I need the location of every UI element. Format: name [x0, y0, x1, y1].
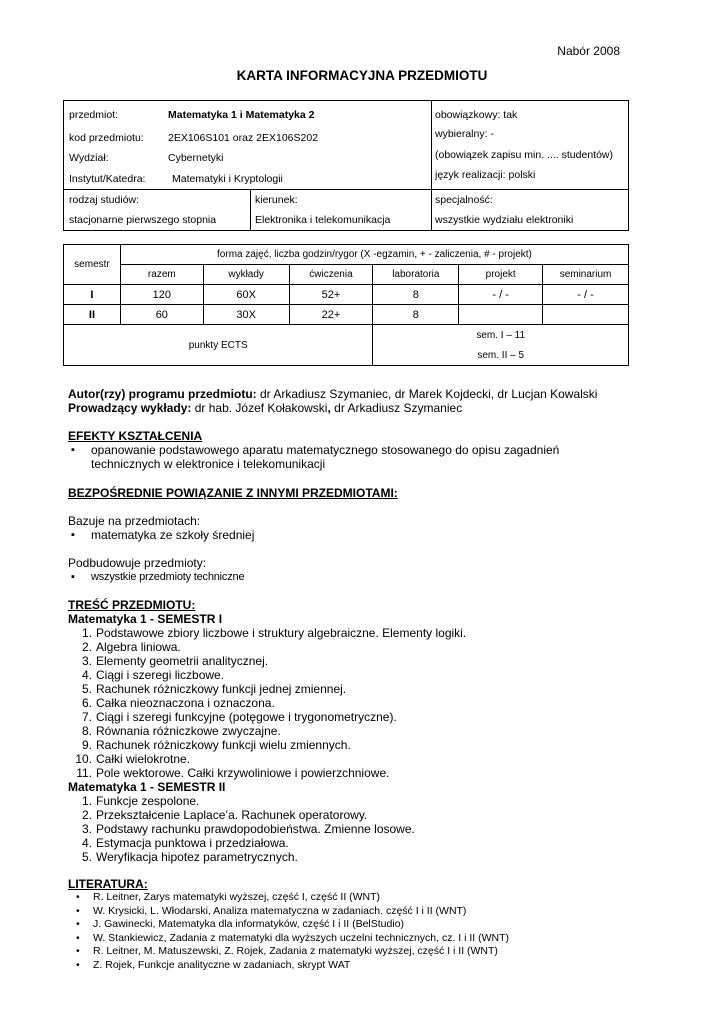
institute-label: Instytut/Katedra: [69, 173, 146, 185]
topic-text: Podstawy rachunku prawdopodobieństwa. Zmienne losowe. [96, 822, 415, 836]
course-code-label: kod przedmiotu: [69, 132, 144, 144]
topic-text: Podstawowe zbiory liczbowe i struktury algebraiczne. Elementy logiki. [96, 626, 467, 640]
topic-text: Algebra liniowa. [96, 640, 181, 654]
lecturers-label: Prowadzący wykłady: [68, 401, 192, 415]
lecturer-1: dr hab. Józef Kołakowski [191, 401, 328, 415]
topic-item [68, 682, 678, 696]
topic-item [68, 836, 678, 850]
semester-2-topics [68, 794, 678, 864]
literature-item: • W. Krysicki, L. Włodarski, Analiza matematyczna w zadaniach. część I i II (WNT) [68, 905, 688, 919]
specialization-label: specjalność: [435, 194, 493, 206]
table-cell: 22+ [289, 305, 373, 325]
semester-1-title: Matematyka 1 - SEMESTR I [68, 612, 223, 626]
literature-item: • W. Stankiewicz, Zadania z matematyki dla wyższych uczelni technicznych, cz. I i II (WNT) [68, 932, 688, 946]
topic-text: Rachunek różniczkowy funkcji jednej zmiennej. [96, 682, 347, 696]
topic-text: Ciągi i szeregi liczbowe. [96, 668, 225, 682]
topic-item [68, 724, 678, 738]
enrollment-year: Nabór 2008 [557, 44, 620, 58]
topic-number: 2. [81, 640, 92, 654]
semester-cell: I [64, 285, 121, 305]
literature-item: • Z. Rojek, Funkcje analityczne w zadaniach, skrypt WAT [68, 959, 688, 973]
topic-item [68, 738, 678, 752]
topic-item [68, 850, 678, 864]
topic-number: 4. [81, 836, 92, 850]
semester-header: semestr [64, 245, 121, 285]
authors-block [68, 387, 668, 415]
institute-value: Matematyki i Kryptologii [172, 173, 283, 185]
study-type-value: stacjonarne pierwszego stopnia [69, 214, 217, 226]
table-cell: 30X [203, 305, 289, 325]
topic-number: 1. [81, 626, 92, 640]
column-header: seminarium [543, 265, 629, 285]
literature-heading: LITERATURA: [68, 877, 148, 891]
topic-number: 9. [81, 738, 92, 752]
topic-item [68, 668, 678, 682]
list-item: ▪ matematyka ze szkoły średniej [68, 528, 678, 542]
list-item: ▪ opanowanie podstawowego aparatu matematycznego stosowanego do opisu zagadnień technicznych w elektronice i telekomunikacji [68, 443, 678, 471]
topic-number: 5. [81, 682, 92, 696]
literature-item: • J. Gawinecki, Matematyka dla informatyków, część I i II (BelStudio) [68, 918, 688, 932]
page-title: KARTA INFORMACYJNA PRZEDMIOTU [236, 68, 488, 83]
topic-number: 11. [76, 766, 92, 780]
table-cell: 8 [373, 285, 459, 305]
table-cell: - / - [543, 285, 629, 305]
table-cell: 8 [373, 305, 459, 325]
topic-number: 5. [81, 850, 92, 864]
topic-number: 3. [81, 822, 92, 836]
column-header: razem [120, 265, 203, 285]
topic-item [68, 808, 678, 822]
hours-table [63, 244, 629, 366]
field-of-study-value: Elektronika i telekomunikacja [255, 214, 391, 226]
topic-text: Rachunek różniczkowy funkcji wielu zmiennych. [96, 738, 351, 752]
subject-label: przedmiot: [69, 109, 119, 121]
table-cell [459, 305, 543, 325]
list-item: ▪ wszystkie przedmioty techniczne [68, 570, 678, 584]
course-info-box [63, 100, 629, 231]
related-courses-section [68, 486, 678, 584]
topic-text: Funkcje zespolone. [96, 794, 200, 808]
learning-outcomes-heading: EFEKTY KSZTAŁCENIA [68, 429, 203, 443]
ects-sem1: sem. I – 11 [373, 325, 629, 346]
topic-item [68, 696, 678, 710]
mandatory-field: obowiązkowy: tak [435, 109, 518, 121]
topic-number: 2. [81, 808, 92, 822]
based-on-label: Bazuje na przedmiotach: [68, 514, 201, 528]
topic-text: Całki wielokrotne. [96, 752, 191, 766]
topic-number: 7. [81, 710, 92, 724]
column-header: wykłady [203, 265, 289, 285]
topic-item [68, 822, 678, 836]
literature-item: • R. Leitner, Zarys matematyki wyższej, część I, część II (WNT) [68, 891, 688, 905]
topic-text: Weryfikacja hipotez parametrycznych. [96, 850, 298, 864]
topic-number: 1. [81, 794, 92, 808]
column-header: projekt [459, 265, 543, 285]
elective-field: wybieralny: - [435, 128, 494, 140]
course-content-heading: TREŚĆ PRZEDMIOTU: [68, 598, 196, 612]
subject-value: Matematyka 1 i Matematyka 2 [168, 109, 315, 121]
table-cell [543, 305, 629, 325]
topic-number: 8. [81, 724, 92, 738]
field-of-study-label: kierunek: [255, 194, 298, 206]
table-row [64, 305, 629, 325]
faculty-value: Cybernetyki [168, 152, 224, 164]
specialization-value: wszystkie wydziału elektroniki [435, 214, 574, 226]
topic-text: Całka nieoznaczona i oznaczona. [96, 696, 275, 710]
topic-number: 6. [81, 696, 92, 710]
table-cell: 60X [203, 285, 289, 305]
topic-text: Elementy geometrii analitycznej. [96, 654, 269, 668]
literature-item: • R. Leitner, M. Matuszewski, Z. Rojek, Zadania z matematyki wyższej, część I i II (WNT) [68, 945, 688, 959]
prerequisite-for-label: Podbudowuje przedmioty: [68, 556, 207, 570]
study-type-label: rodzaj studiów: [69, 194, 140, 206]
course-content-section [68, 598, 678, 864]
lecturers-separator: , [327, 401, 331, 415]
semester-1-topics [68, 626, 678, 780]
authors-label: Autor(rzy) programu przedmiotu: [68, 387, 257, 401]
topic-text: Ciągi i szeregi funkcyjne (potęgowe i trygonometryczne). [96, 710, 397, 724]
topic-number: 3. [81, 654, 92, 668]
table-cell: 120 [120, 285, 203, 305]
topic-number: 4. [81, 668, 92, 682]
ects-label: punkty ECTS [64, 325, 373, 366]
column-header: ćwiczenia [289, 265, 373, 285]
topic-item [68, 752, 678, 766]
table-cell: 52+ [289, 285, 373, 305]
topic-item [68, 654, 678, 668]
authors-value: dr Arkadiusz Szymaniec, dr Marek Kojdecki, dr Lucjan Kowalski [256, 387, 598, 401]
topic-item [68, 794, 678, 808]
learning-outcomes-section [68, 429, 678, 471]
related-courses-heading: BEZPOŚREDNIE POWIĄZANIE Z INNYMI PRZEDMIOTAMI: [68, 486, 398, 500]
lecturer-2: dr Arkadiusz Szymaniec [330, 401, 463, 415]
topic-text: Estymacja punktowa i przedziałowa. [96, 836, 289, 850]
semester-2-title: Matematyka 1 - SEMESTR II [68, 780, 226, 794]
column-header: laboratoria [373, 265, 459, 285]
topic-text: Przekształcenie Laplace’a. Rachunek operatorowy. [96, 808, 368, 822]
literature-list [68, 891, 688, 972]
table-row [64, 285, 629, 305]
topic-item [68, 626, 678, 640]
topic-text: Pole wektorowe. Całki krzywoliniowe i powierzchniowe. [96, 766, 390, 780]
ects-sem2: sem. II – 5 [373, 345, 629, 366]
topic-text: Równania różniczkowe zwyczajne. [96, 724, 281, 738]
topic-number: 10. [75, 752, 92, 766]
topic-item [68, 710, 678, 724]
topic-item [68, 640, 678, 654]
literature-section [68, 877, 688, 972]
language-field: język realizacji: polski [435, 169, 536, 181]
course-code-value: 2EX106S101 oraz 2EX106S202 [168, 132, 319, 144]
topic-item [68, 766, 678, 780]
class-form-header: forma zajęć, liczba godzin/rygor (X -egzamin, + - zaliczenia, # - projekt) [120, 245, 628, 265]
table-cell: - / - [459, 285, 543, 305]
faculty-label: Wydział: [69, 152, 109, 164]
table-cell: 60 [120, 305, 203, 325]
enrollment-obligation: (obowiązek zapisu min. .... studentów) [435, 149, 613, 161]
semester-cell: II [64, 305, 121, 325]
